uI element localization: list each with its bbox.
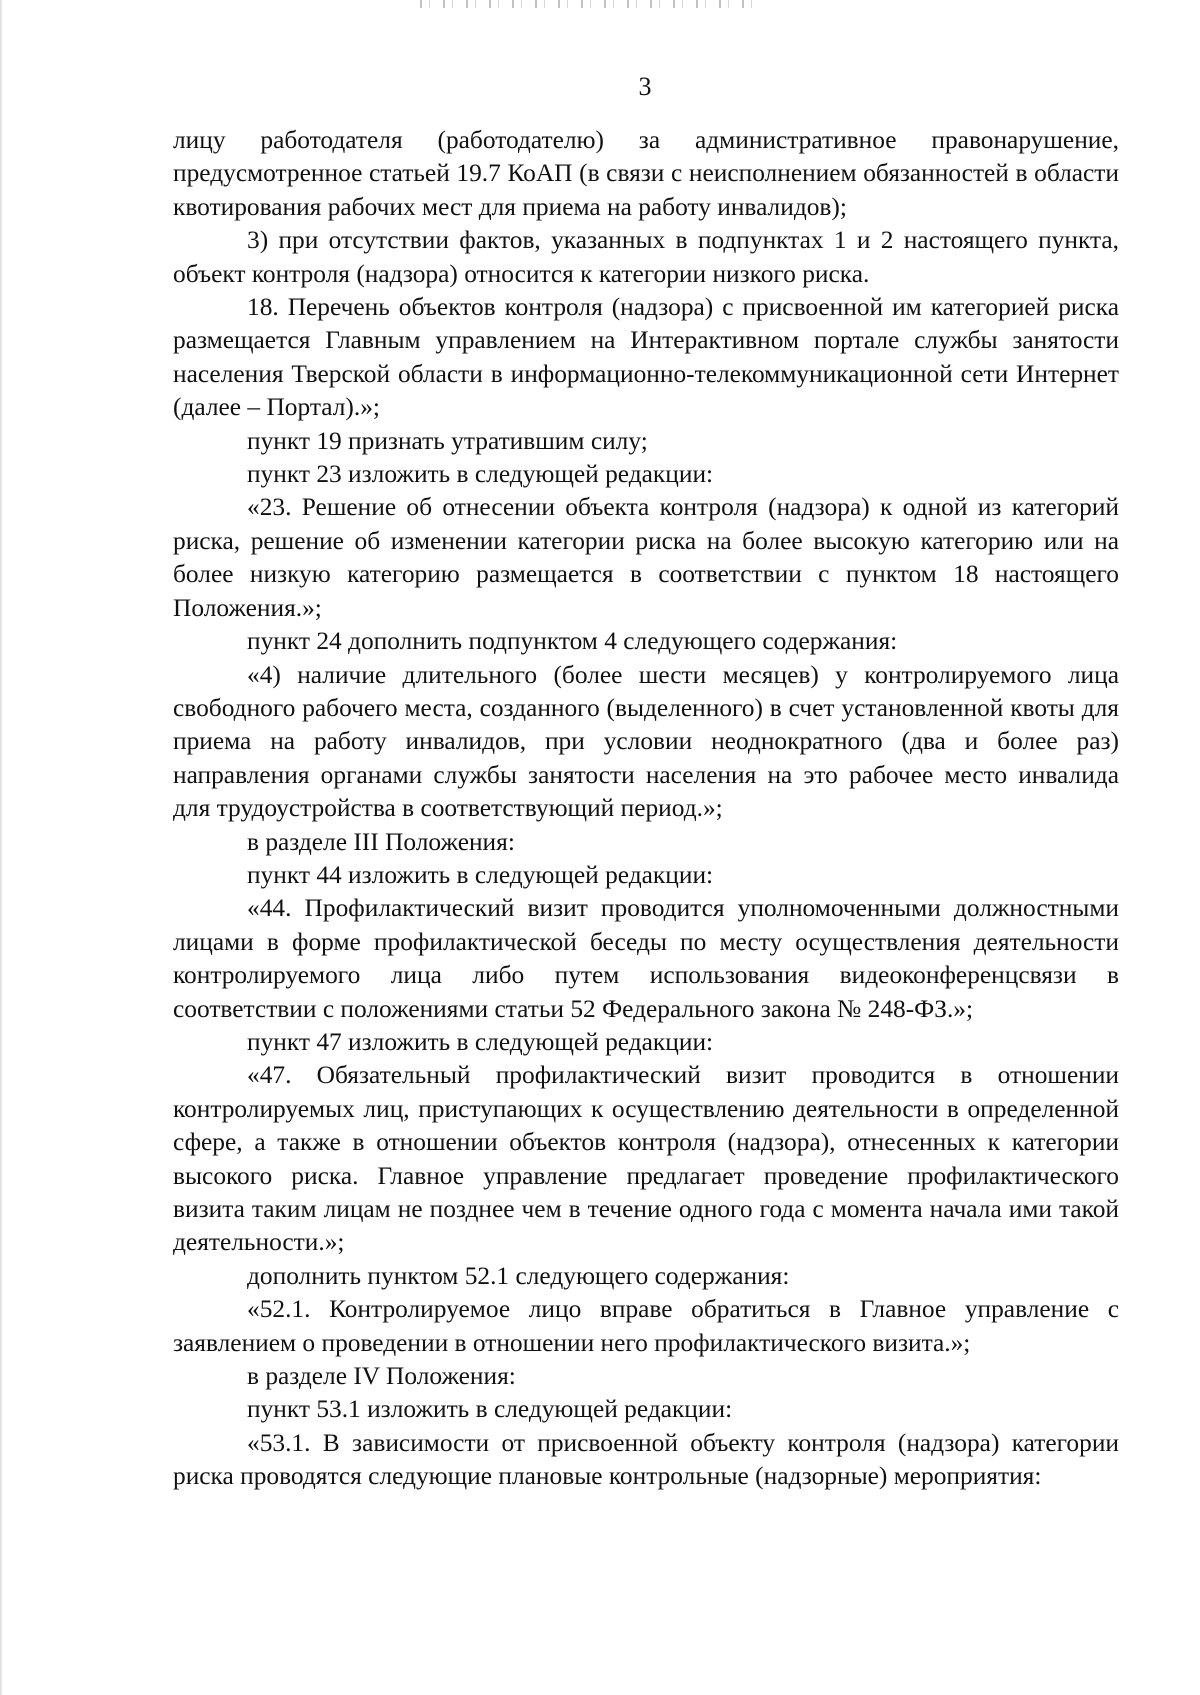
paragraph: дополнить пунктом 52.1 следующего содержания:: [247, 1261, 790, 1290]
paragraph: пункт 44 изложить в следующей редакции:: [247, 860, 714, 889]
paragraph: в разделе IV Положения:: [247, 1362, 516, 1391]
paragraph: пункт 47 изложить в следующей редакции:: [247, 1027, 714, 1056]
paragraph: «53.1. В зависимости от присвоенной объекту контроля (надзора) категории риска проводятся следующие плановые контрольные (надзорные) мероприятия:: [173, 1428, 1119, 1491]
document-body: [173, 124, 1119, 1494]
paragraph: 18. Перечень объектов контроля (надзора) с присвоенной им категорией риска размещается Главным управлением на Интерактивном портале службы занятости населения Тверской области в информационно-телекоммуникационной сети Интернет (далее – Портал).»;: [173, 293, 1119, 422]
page-number: 3: [638, 72, 652, 101]
paragraph: «47. Обязательный профилактический визит проводится в отношении контролируемых лиц, приступающих к осуществлению деятельности в определенной сфере, а также в отношении объектов контроля (надзора), отнесенных к категории высокого риска. Главное управление предлагает проведение профилактического визита таким лицам не позднее чем в течение одного года с момента начала ими такой деятельности.»;: [173, 1061, 1119, 1257]
paragraph: 3) при отсутствии фактов, указанных в подпунктах 1 и 2 настоящего пункта, объект контроля (надзора) относится к категории низкого риска.: [173, 226, 1119, 288]
paragraph: «52.1. Контролируемое лицо вправе обратиться в Главное управление с заявлением о проведении в отношении него профилактического визита.»;: [173, 1295, 1119, 1357]
scan-speckle: [420, 0, 760, 8]
paragraph: пункт 53.1 изложить в следующей редакции:: [247, 1395, 733, 1424]
paragraph: пункт 24 дополнить подпунктом 4 следующего содержания:: [247, 627, 898, 656]
scan-edge: [0, 0, 3, 1695]
paragraph: пункт 23 изложить в следующей редакции:: [247, 460, 714, 489]
paragraph: пункт 19 признать утратившим силу;: [247, 426, 648, 455]
paragraph: «23. Решение об отнесении объекта контроля (надзора) к одной из категорий риска, решение об изменении категории риска на более высокую категорию или на более низкую категорию размещается в соответствии с пунктом 18 настоящего Положения.»;: [173, 493, 1119, 622]
paragraph: лицу работодателя (работодателю) за административное правонарушение, предусмотренное статьей 19.7 КоАП (в связи с неисполнением обязанностей в области квотирования рабочих мест для приема на работу инвалидов);: [173, 126, 1119, 221]
paragraph: в разделе III Положения:: [247, 827, 515, 856]
paragraph: «4) наличие длительного (более шести месяцев) у контролируемого лица свободного рабочего места, созданного (выделенного) в счет установленной квоты для приема на работу инвалидов, при условии неоднократного (два и более раз) направления органами службы занятости населения на это рабочее место инвалида для трудоустройства в соответствующий период.»;: [173, 660, 1119, 823]
paragraph: «44. Профилактический визит проводится уполномоченными должностными лицами в форме профилактической беседы по месту осуществления деятельности контролируемого лица либо путем использования видеоконференцсвязи в соответствии с положениями статьи 52 Федерального закона № 248-ФЗ.»;: [173, 894, 1119, 1023]
